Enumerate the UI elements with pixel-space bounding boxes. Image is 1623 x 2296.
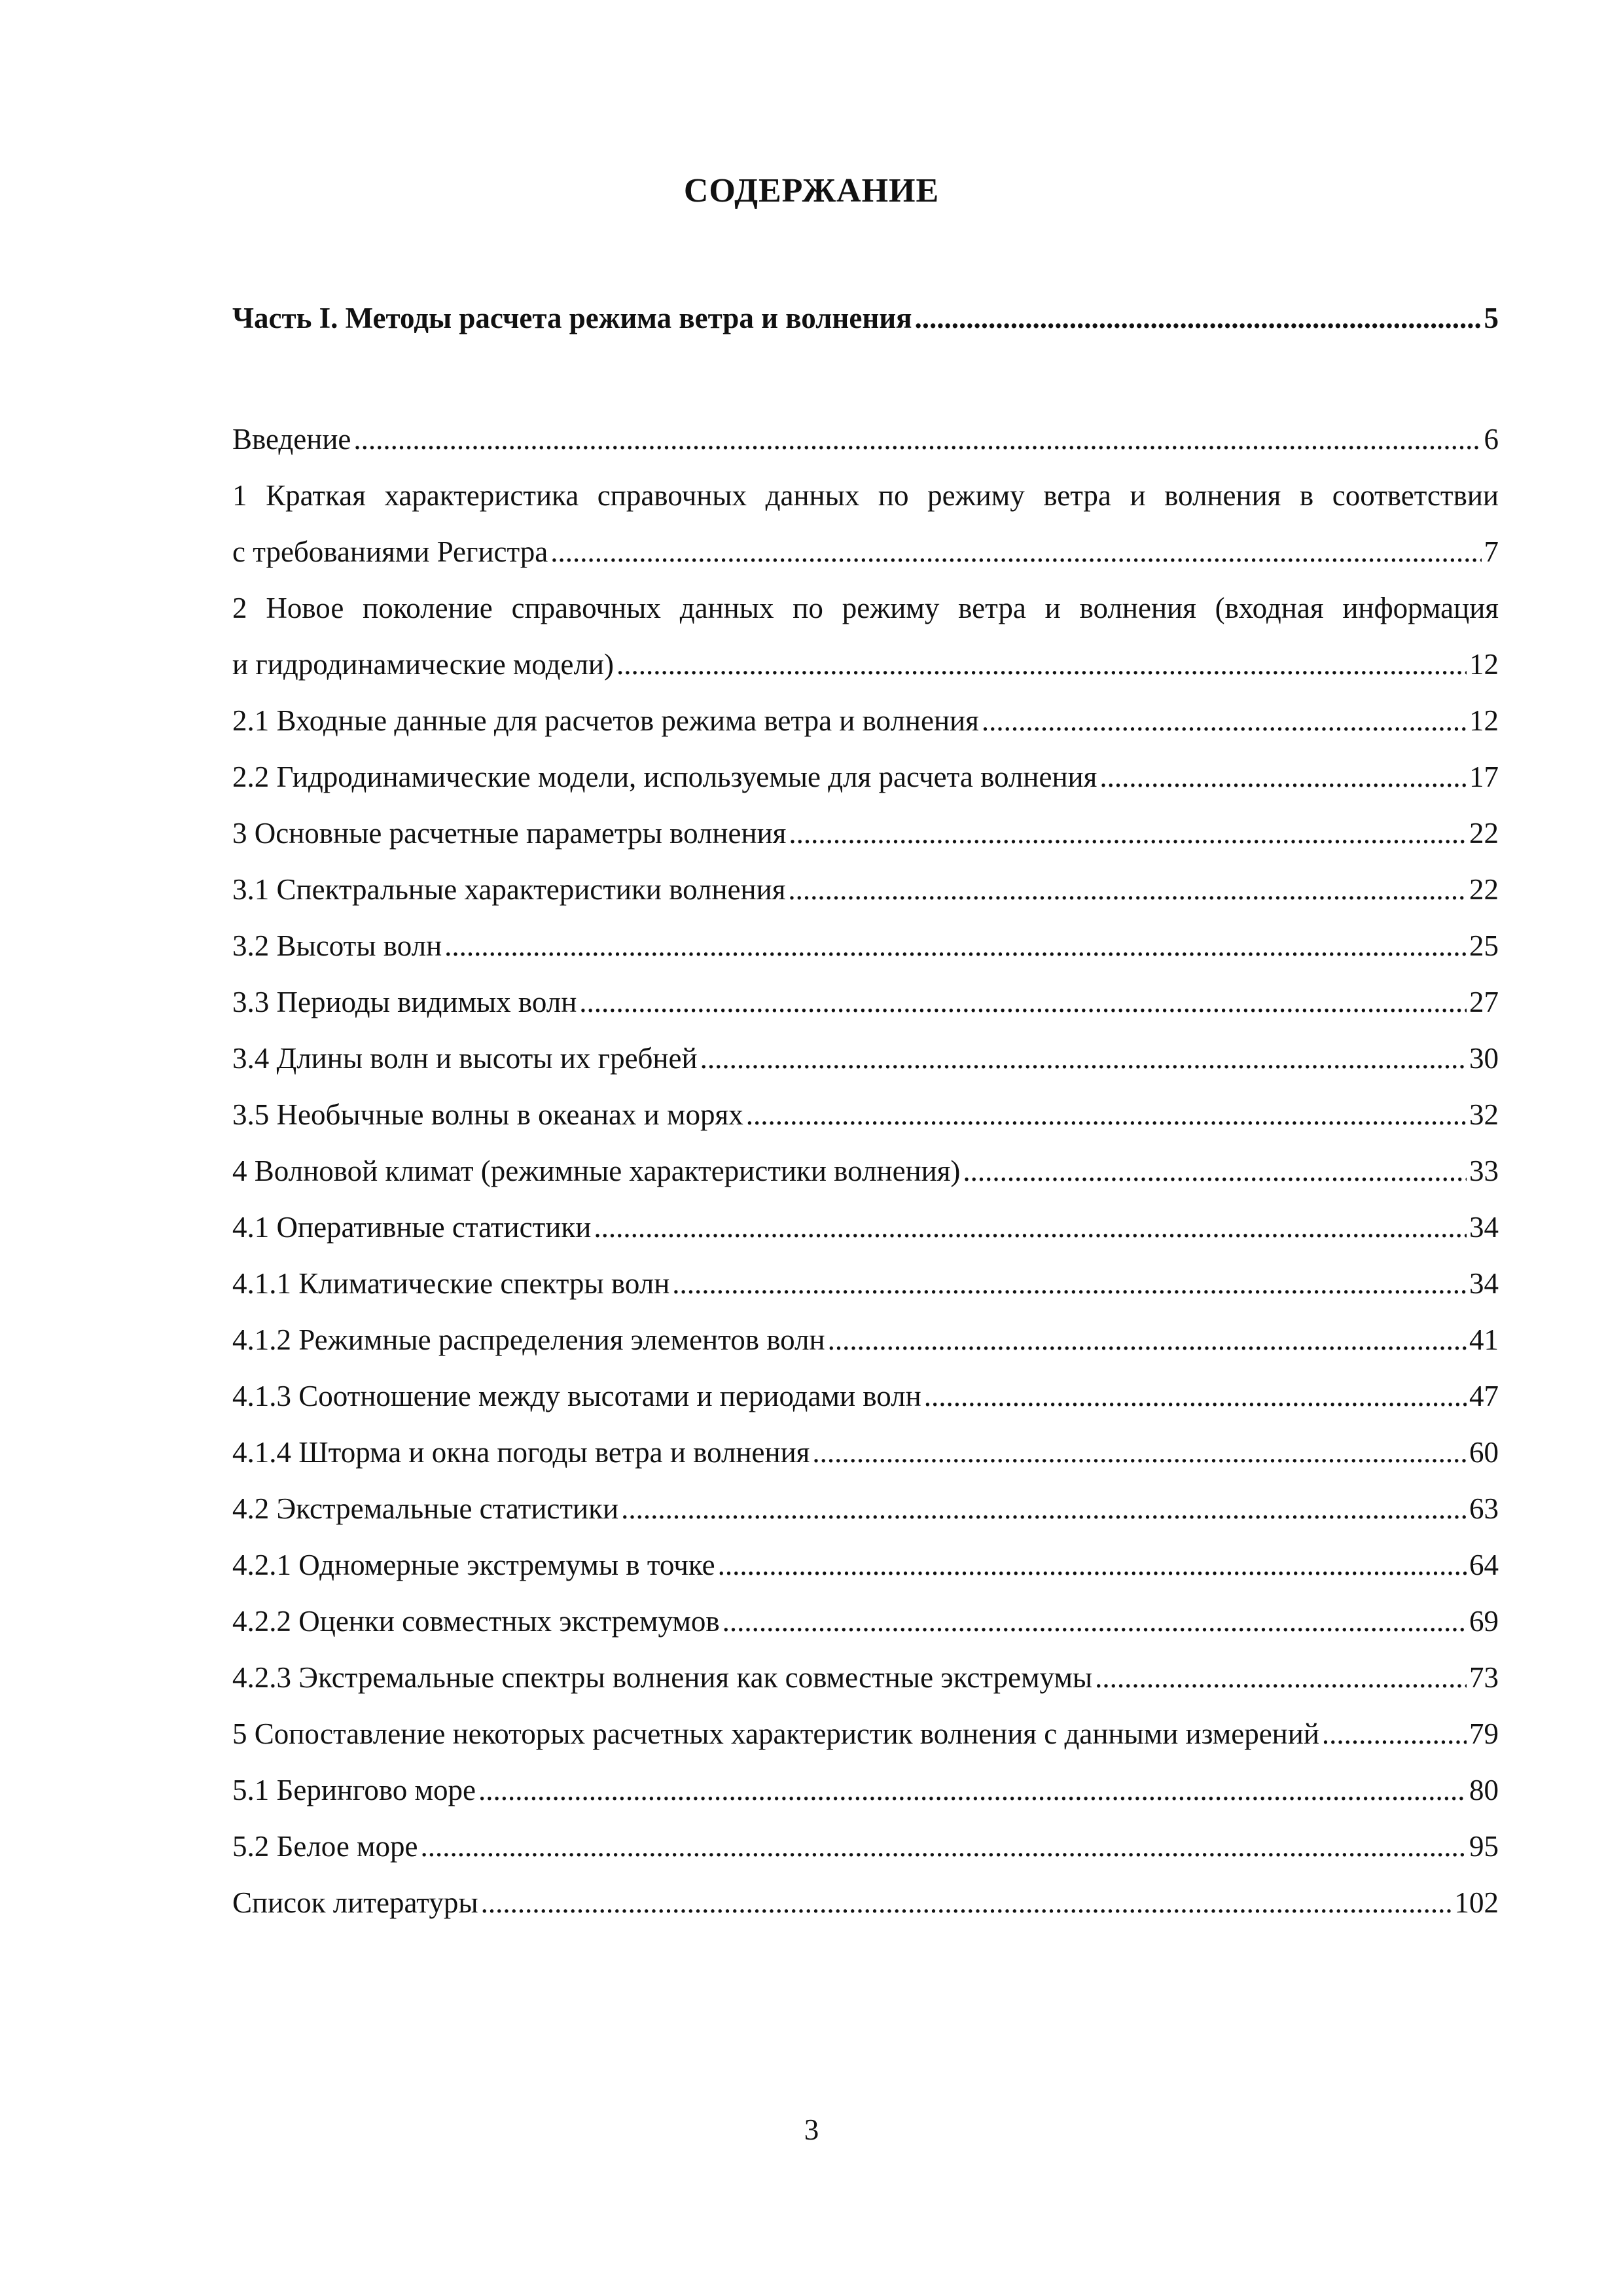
toc-leader <box>718 1537 1467 1593</box>
toc-entry[interactable] <box>232 411 1499 467</box>
toc-leader <box>1099 749 1467 805</box>
toc-entry[interactable] <box>232 918 1499 974</box>
toc-leader <box>828 1312 1467 1368</box>
toc-entry[interactable] <box>232 1537 1499 1593</box>
toc-entry-page: 33 <box>1469 1155 1499 1187</box>
toc-entry[interactable] <box>232 1199 1499 1255</box>
toc-entry-label: 4.2.2 Оценки совместных экстремумов <box>232 1605 720 1638</box>
toc-entry-label: 4.1.2 Режимные распределения элементов волн <box>232 1323 825 1356</box>
toc-leader <box>788 861 1467 918</box>
toc-entry[interactable] <box>232 1818 1499 1874</box>
toc-entry-page: 34 <box>1469 1267 1499 1300</box>
toc-entry-label: 4.2.3 Экстремальные спектры волнения как совместные экстремумы <box>232 1661 1093 1694</box>
toc-leader <box>982 692 1467 749</box>
toc-leader <box>616 636 1467 692</box>
toc-list <box>232 411 1499 1931</box>
toc-leader <box>444 918 1467 974</box>
toc-entry[interactable] <box>232 1424 1499 1480</box>
toc-leader <box>700 1030 1467 1086</box>
toc-entry-label: 3 Основные расчетные параметры волнения <box>232 817 787 850</box>
toc-entry[interactable] <box>232 1593 1499 1649</box>
toc-entry-page: 95 <box>1469 1830 1499 1863</box>
toc-part-heading[interactable] <box>232 301 1499 335</box>
toc-entry-page: 69 <box>1469 1605 1499 1638</box>
toc-leader <box>594 1199 1467 1255</box>
toc-entry-label: Введение <box>232 423 351 456</box>
toc-entry[interactable] <box>232 974 1499 1030</box>
toc-entry[interactable] <box>232 1368 1499 1424</box>
toc-entry-label: 3.3 Периоды видимых волн <box>232 986 577 1018</box>
toc-entry[interactable] <box>232 692 1499 749</box>
toc-entry[interactable] <box>232 1312 1499 1368</box>
toc-entry-lead[interactable]: 1 Краткая характеристика справочных данных по режиму ветра и волнения в соответствии <box>232 479 1499 512</box>
toc-entry[interactable] <box>232 861 1499 918</box>
page-title: СОДЕРЖАНИЕ <box>683 172 940 209</box>
toc-entry-label: 2.1 Входные данные для расчетов режима ветра и волнения <box>232 704 979 737</box>
toc-entry-label: и гидродинамические модели) <box>232 648 615 681</box>
toc-entry-page: 63 <box>1469 1492 1499 1525</box>
toc-entry-label: 4.1.1 Климатические спектры волн <box>232 1267 670 1300</box>
toc-entry-label: 4.1 Оперативные статистики <box>232 1211 592 1244</box>
toc-leader <box>672 1255 1467 1312</box>
toc-entry[interactable] <box>232 1706 1499 1762</box>
toc-entry-label: 5.1 Берингово море <box>232 1774 476 1806</box>
toc-leader <box>478 1762 1467 1818</box>
toc-entry-label: 5 Сопоставление некоторых расчетных характеристик волнения с данными измерений <box>232 1717 1319 1750</box>
toc-leader <box>421 1818 1467 1874</box>
toc-entry-page: 12 <box>1469 648 1499 681</box>
toc-entry-label: 2.2 Гидродинамические модели, используемые для расчета волнения <box>232 761 1097 793</box>
toc-entry-lead[interactable]: 2 Новое поколение справочных данных по режиму ветра и волнения (входная информация <box>232 592 1499 624</box>
toc-part-page: 5 <box>1484 302 1499 334</box>
toc-leader <box>924 1368 1467 1424</box>
toc-entry-page: 27 <box>1469 986 1499 1018</box>
toc-entry-page: 80 <box>1469 1774 1499 1806</box>
toc-entry-page: 12 <box>1469 704 1499 737</box>
toc-entry-label: 3.5 Необычные волны в океанах и морях <box>232 1098 743 1131</box>
toc-entry-page: 64 <box>1469 1549 1499 1581</box>
toc-entry-label: 4 Волновой климат (режимные характеристики волнения) <box>232 1155 961 1187</box>
toc-leader <box>1095 1649 1467 1706</box>
toc-entry-page: 6 <box>1484 423 1499 456</box>
toc-part-label: Часть I. Методы расчета режима ветра и волнения <box>232 302 912 334</box>
toc-entry[interactable] <box>232 636 1499 692</box>
toc-entry-page: 73 <box>1469 1661 1499 1694</box>
toc-entry-label: Список литературы <box>232 1886 478 1919</box>
toc-entry-page: 7 <box>1484 535 1499 568</box>
toc-entry-label: 3.4 Длины волн и высоты их гребней <box>232 1042 698 1075</box>
toc-entry[interactable] <box>232 1086 1499 1143</box>
toc-entry-page: 22 <box>1469 817 1499 850</box>
toc-entry[interactable] <box>232 1480 1499 1537</box>
toc-leader <box>963 1143 1467 1199</box>
toc-entry[interactable] <box>232 1649 1499 1706</box>
toc-entry[interactable] <box>232 805 1499 861</box>
toc-entry[interactable] <box>232 1255 1499 1312</box>
toc-entry-label: 5.2 Белое море <box>232 1830 418 1863</box>
toc-entry-label: с требованиями Регистра <box>232 535 548 568</box>
toc-entry[interactable] <box>232 1762 1499 1818</box>
toc-entry-page: 60 <box>1469 1436 1499 1469</box>
toc-entry[interactable] <box>232 1143 1499 1199</box>
toc-entry-label: 4.1.4 Шторма и окна погоды ветра и волнения <box>232 1436 810 1469</box>
toc-entry-label: 4.2 Экстремальные статистики <box>232 1492 619 1525</box>
toc-entry-page: 32 <box>1469 1098 1499 1131</box>
toc-leader <box>746 1086 1467 1143</box>
toc-leader <box>1322 1706 1467 1762</box>
toc-leader <box>812 1424 1467 1480</box>
toc-entry-page: 41 <box>1469 1323 1499 1356</box>
toc-entry[interactable] <box>232 524 1499 580</box>
toc-entry[interactable] <box>232 749 1499 805</box>
toc-entry-label: 4.2.1 Одномерные экстремумы в точке <box>232 1549 715 1581</box>
toc-entry-page: 47 <box>1469 1380 1499 1412</box>
toc-entry-page: 22 <box>1469 873 1499 906</box>
toc-entry-page: 79 <box>1469 1717 1499 1750</box>
toc-entry-label: 3.2 Высоты волн <box>232 929 442 962</box>
toc-entry-page: 17 <box>1469 761 1499 793</box>
toc-entry-page: 34 <box>1469 1211 1499 1244</box>
toc-entry[interactable] <box>232 1874 1499 1931</box>
toc-entry-label: 4.1.3 Соотношение между высотами и периодами волн <box>232 1380 921 1412</box>
toc-leader <box>481 1874 1452 1931</box>
toc-entry-page: 30 <box>1469 1042 1499 1075</box>
toc-entry-page: 102 <box>1454 1886 1499 1919</box>
toc-leader <box>550 524 1481 580</box>
toc-entry[interactable] <box>232 1030 1499 1086</box>
toc-leader <box>789 805 1467 861</box>
toc-leader <box>621 1480 1467 1537</box>
toc-leader <box>579 974 1467 1030</box>
toc-entry-label: 3.1 Спектральные характеристики волнения <box>232 873 786 906</box>
toc-leader <box>915 301 1482 335</box>
toc-entry-page: 25 <box>1469 929 1499 962</box>
page-number: 3 <box>804 2113 819 2146</box>
toc-leader <box>353 411 1481 467</box>
toc-leader <box>722 1593 1467 1649</box>
